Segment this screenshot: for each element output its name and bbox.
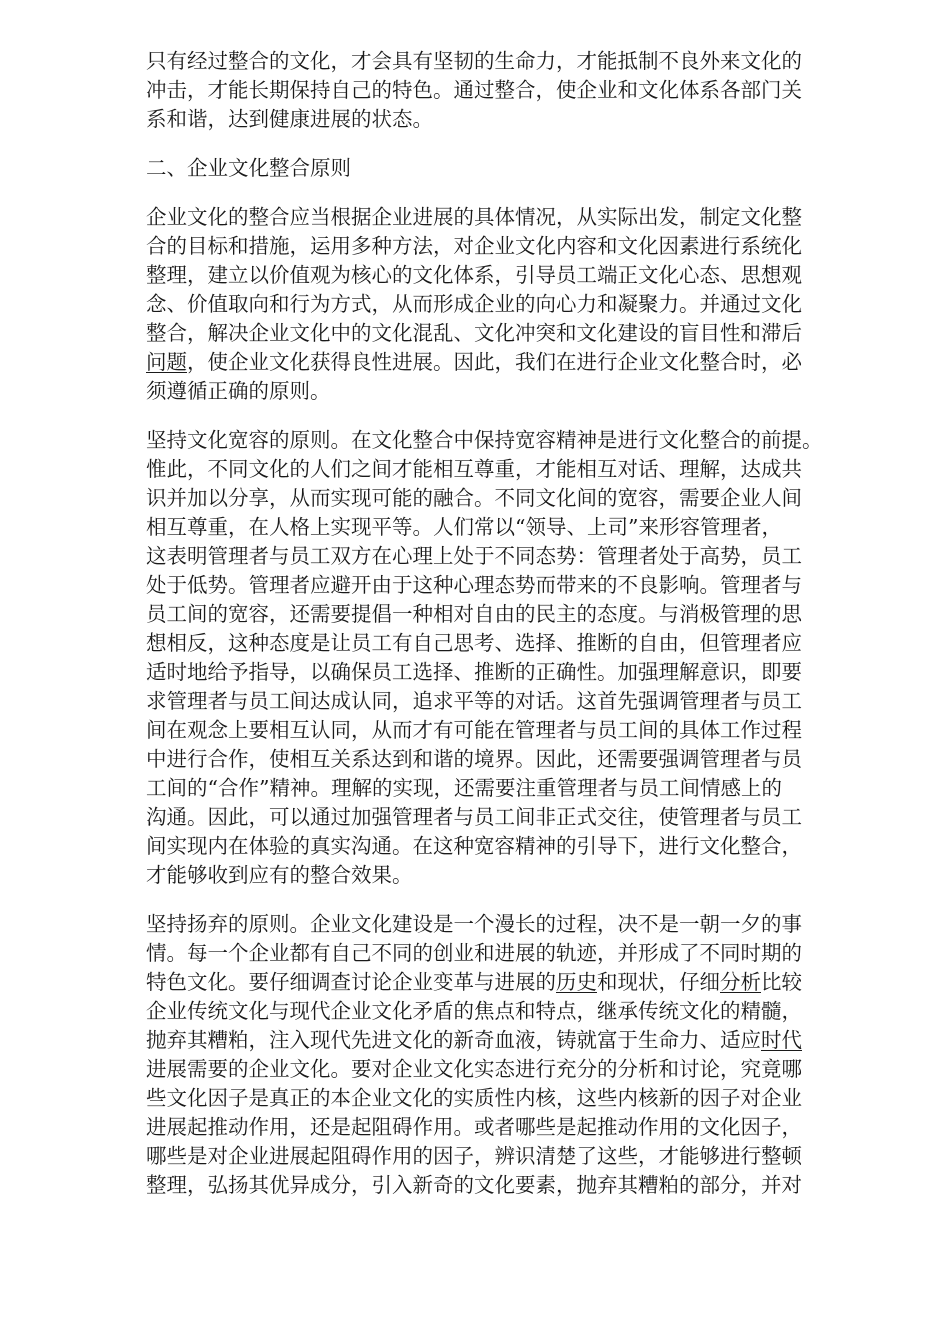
text-line: 企业传统文化与现代企业文化矛盾的焦点和特点，继承传统文化的精髓， <box>146 999 802 1023</box>
text-line <box>146 348 881 377</box>
text-line: 求管理者与员工间达成认同，追求平等的对话。这首先强调管理者与员工 <box>146 689 802 713</box>
text-line: 整理，弘扬其优异成分，引入新奇的文化要素，抛弃其糟粕的部分，并对 <box>146 1173 802 1197</box>
text-line: 冲击，才能长期保持自己的特色。通过整合，使企业和文化体系各部门关 <box>146 78 802 102</box>
text-line: 合的目标和措施，运用多种方法，对企业文化内容和文化因素进行系统化 <box>146 234 802 258</box>
text-line: 才能够收到应有的整合效果。 <box>146 863 413 887</box>
text-line: 工间的“合作”精神。理解的实现，还需要注重管理者与员工间情感上的 <box>146 776 782 800</box>
text-line: 间实现内在体验的真实沟通。在这种宽容精神的引导下，进行文化整合， <box>146 834 802 858</box>
text-line: 须遵循正确的原则。 <box>146 379 331 403</box>
link-shidai[interactable]: 时代 <box>761 1028 802 1052</box>
text-line: 员工间的宽容，还需要提倡一种相对自由的民主的态度。与消极管理的思 <box>146 602 802 626</box>
text-line: 处于低势。管理者应避开由于这种心理态势而带来的不良影响。管理者与 <box>146 573 802 597</box>
text-run: 和现状，仔细 <box>597 970 720 994</box>
document-page <box>146 47 881 1220</box>
link-wenti[interactable]: 问题 <box>146 350 187 374</box>
text-line: 进展需要的企业文化。要对企业文化实态进行充分的分析和讨论，究竟哪 <box>146 1057 802 1081</box>
text-line: 惟此，不同文化的人们之间才能相互尊重，才能相互对话、理解，达成共 <box>146 457 802 481</box>
text-line: 只有经过整合的文化，才会具有坚韧的生命力，才能抵制不良外来文化的 <box>146 49 802 73</box>
text-line: 沟通。因此，可以通过加强管理者与员工间非正式交往，使管理者与员工 <box>146 805 802 829</box>
paragraph-sublation-principle <box>146 910 881 1200</box>
text-line: 中进行合作，使相互关系达到和谐的境界。因此，还需要强调管理者与员 <box>146 747 802 771</box>
text-line: 哪些是对企业进展起阻碍作用的因子，辨识清楚了这些，才能够进行整顿 <box>146 1144 802 1168</box>
text-line: 想相反，这种态度是让员工有自己思考、选择、推断的自由，但管理者应 <box>146 631 802 655</box>
paragraph-principles-intro <box>146 203 881 406</box>
text-line: 情。每一个企业都有自己不同的创业和进展的轨迹，并形成了不同时期的 <box>146 941 802 965</box>
text-line: 些文化因子是真正的本企业文化的实质性内核，这些内核新的因子对企业 <box>146 1086 802 1110</box>
text-run: 特色文化。要仔细调查讨论企业变革与进展的 <box>146 970 556 994</box>
paragraph-tolerance-principle <box>146 426 881 890</box>
text-run: ，使企业文化获得良性进展。因此，我们在进行企业文化整合时，必 <box>187 350 802 374</box>
text-line: 整理，建立以价值观为核心的文化体系，引导员工端正文化心态、思想观 <box>146 263 802 287</box>
section-heading-text: 二、企业文化整合原则 <box>146 156 351 180</box>
link-fenxi[interactable]: 分析 <box>720 970 761 994</box>
text-line: 坚持文化宽容的原则。在文化整合中保持宽容精神是进行文化整合的前提。 <box>146 428 823 452</box>
text-line: 企业文化的整合应当根据企业进展的具体情况，从实际出发，制定文化整 <box>146 205 802 229</box>
text-line: 识并加以分享，从而实现可能的融合。不同文化间的宽容，需要企业人间 <box>146 486 802 510</box>
text-line: 这表明管理者与员工双方在心理上处于不同态势：管理者处于高势，员工 <box>146 544 802 568</box>
link-lishi[interactable]: 历史 <box>556 970 597 994</box>
text-line: 系和谐，达到健康进展的状态。 <box>146 107 433 131</box>
paragraph-integration-summary <box>146 47 881 134</box>
text-line: 整合，解决企业文化中的文化混乱、文化冲突和文化建设的盲目性和滞后 <box>146 321 802 345</box>
text-line: 相互尊重，在人格上实现平等。人们常以“领导、上司”来形容管理者， <box>146 515 782 539</box>
text-line: 坚持扬弃的原则。企业文化建设是一个漫长的过程，决不是一朝一夕的事 <box>146 912 802 936</box>
text-line: 念、价值取向和行为方式，从而形成企业的向心力和凝聚力。并通过文化 <box>146 292 802 316</box>
text-line: 进展起推动作用，还是起阻碍作用。或者哪些是起推动作用的文化因子， <box>146 1115 802 1139</box>
text-line: 适时地给予指导，以确保员工选择、推断的正确性。加强理解意识，即要 <box>146 660 802 684</box>
text-line <box>146 1026 881 1055</box>
text-run: 比较 <box>761 970 802 994</box>
text-line <box>146 968 881 997</box>
text-run: 抛弃其糟粕，注入现代先进文化的新奇血液，铸就富于生命力、适应 <box>146 1028 761 1052</box>
text-line: 间在观念上要相互认同，从而才有可能在管理者与员工间的具体工作过程 <box>146 718 802 742</box>
section-heading <box>146 154 881 183</box>
